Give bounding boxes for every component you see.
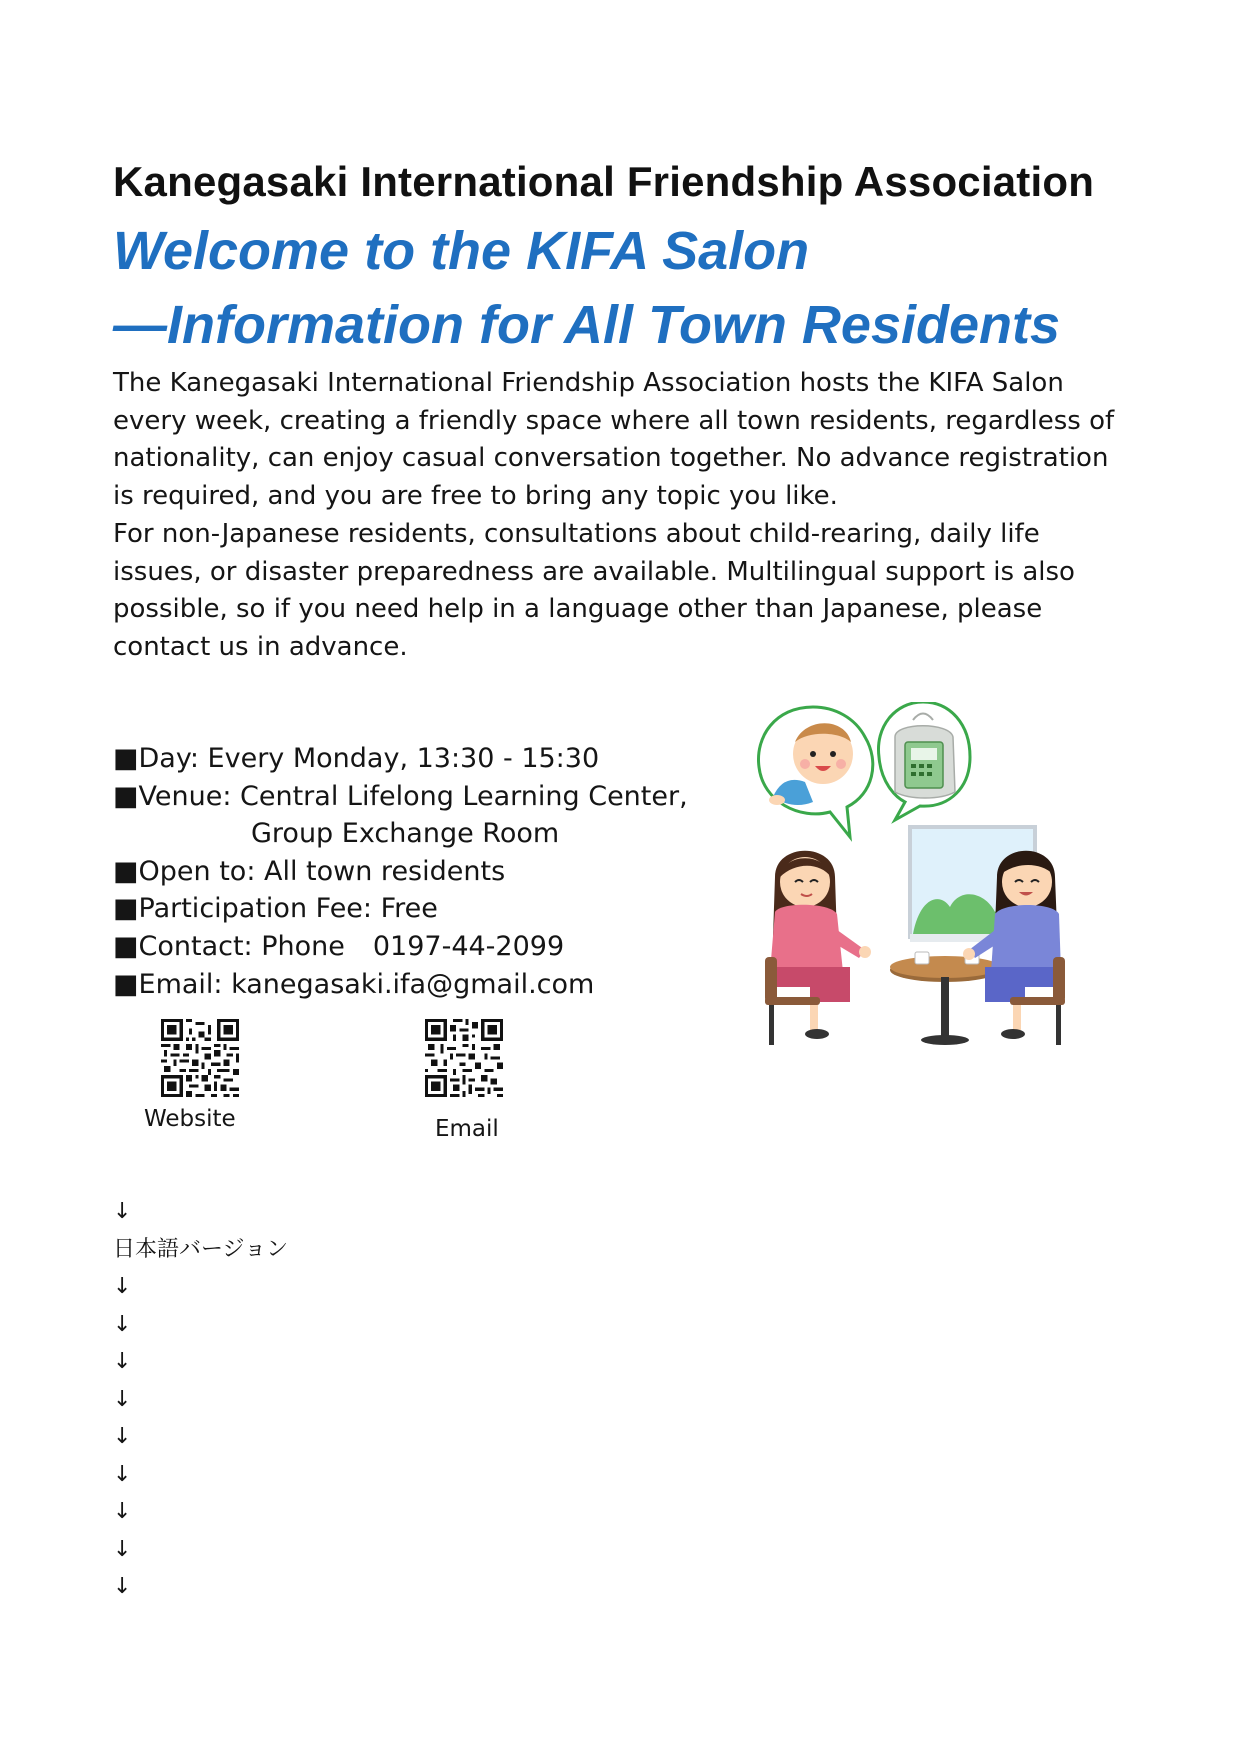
detail-venue-room: Group Exchange Room (251, 818, 560, 850)
woman-left (765, 851, 871, 1045)
japanese-version-label: 日本語バージョン (113, 1236, 289, 1262)
detail-day: ■Day: Every Monday, 13:30 - 15:30 (113, 743, 600, 774)
intro-paragraph-2: For non-Japanese residents, consultations about child-rearing, daily life issues, or disaster preparedness are available. Multilingual support is also possible, so if you need help in a language other than Japanese, please contact us in advance. (113, 518, 1075, 662)
arrow-2: ↓ (113, 1311, 132, 1337)
arrow-9: ↓ (113, 1574, 132, 1599)
website-qr-code[interactable] (161, 1019, 239, 1097)
arrow-1: ↓ (113, 1274, 132, 1299)
detail-contact (113, 928, 688, 966)
arrow-3: ↓ (113, 1349, 132, 1374)
arrow-4: ↓ (113, 1386, 132, 1412)
detail-fee: ■Participation Fee: Free (113, 893, 438, 925)
detail-email: ■Email: kanegasaki.ifa@gmail.com (113, 968, 595, 1000)
main-title-line2: —Information for All Town Residents (113, 295, 1061, 355)
email-qr-code[interactable] (425, 1019, 503, 1097)
contact-phone: 0197-44-2099 (372, 930, 565, 962)
arrow-6: ↓ (113, 1461, 132, 1487)
arrow-8: ↓ (113, 1536, 132, 1562)
contact-label: ■Contact: Phone (113, 930, 345, 962)
salon-conversation-illustration (755, 702, 1075, 1062)
emergency-bag-speech-bubble (878, 702, 970, 820)
intro-text (113, 365, 1133, 667)
intro-paragraph-1: The Kanegasaki International Friendship Association hosts the KIFA Salon every week, creating a friendly space where all town residents, regardless of nationality, can enjoy casual conversation together. No advance registration is required, and you are free to bring any topic you like. (113, 368, 1115, 512)
organization-name: Kanegasaki International Friendship Association (113, 158, 1095, 205)
baby-speech-bubble (758, 707, 872, 837)
website-qr-label: Website (144, 1106, 236, 1132)
version-arrows (113, 1193, 288, 1606)
arrow-5: ↓ (113, 1424, 132, 1449)
event-details (113, 740, 688, 1003)
detail-venue: ■Venue: Central Lifelong Learning Center, (113, 780, 688, 812)
arrow-top: ↓ (113, 1199, 132, 1224)
detail-open-to: ■Open to: All town residents (113, 855, 506, 887)
cafe-table (890, 952, 1000, 1045)
main-title-line1: Welcome to the KIFA Salon (113, 221, 810, 281)
email-qr-label: Email (435, 1116, 499, 1142)
arrow-7: ↓ (113, 1499, 132, 1524)
